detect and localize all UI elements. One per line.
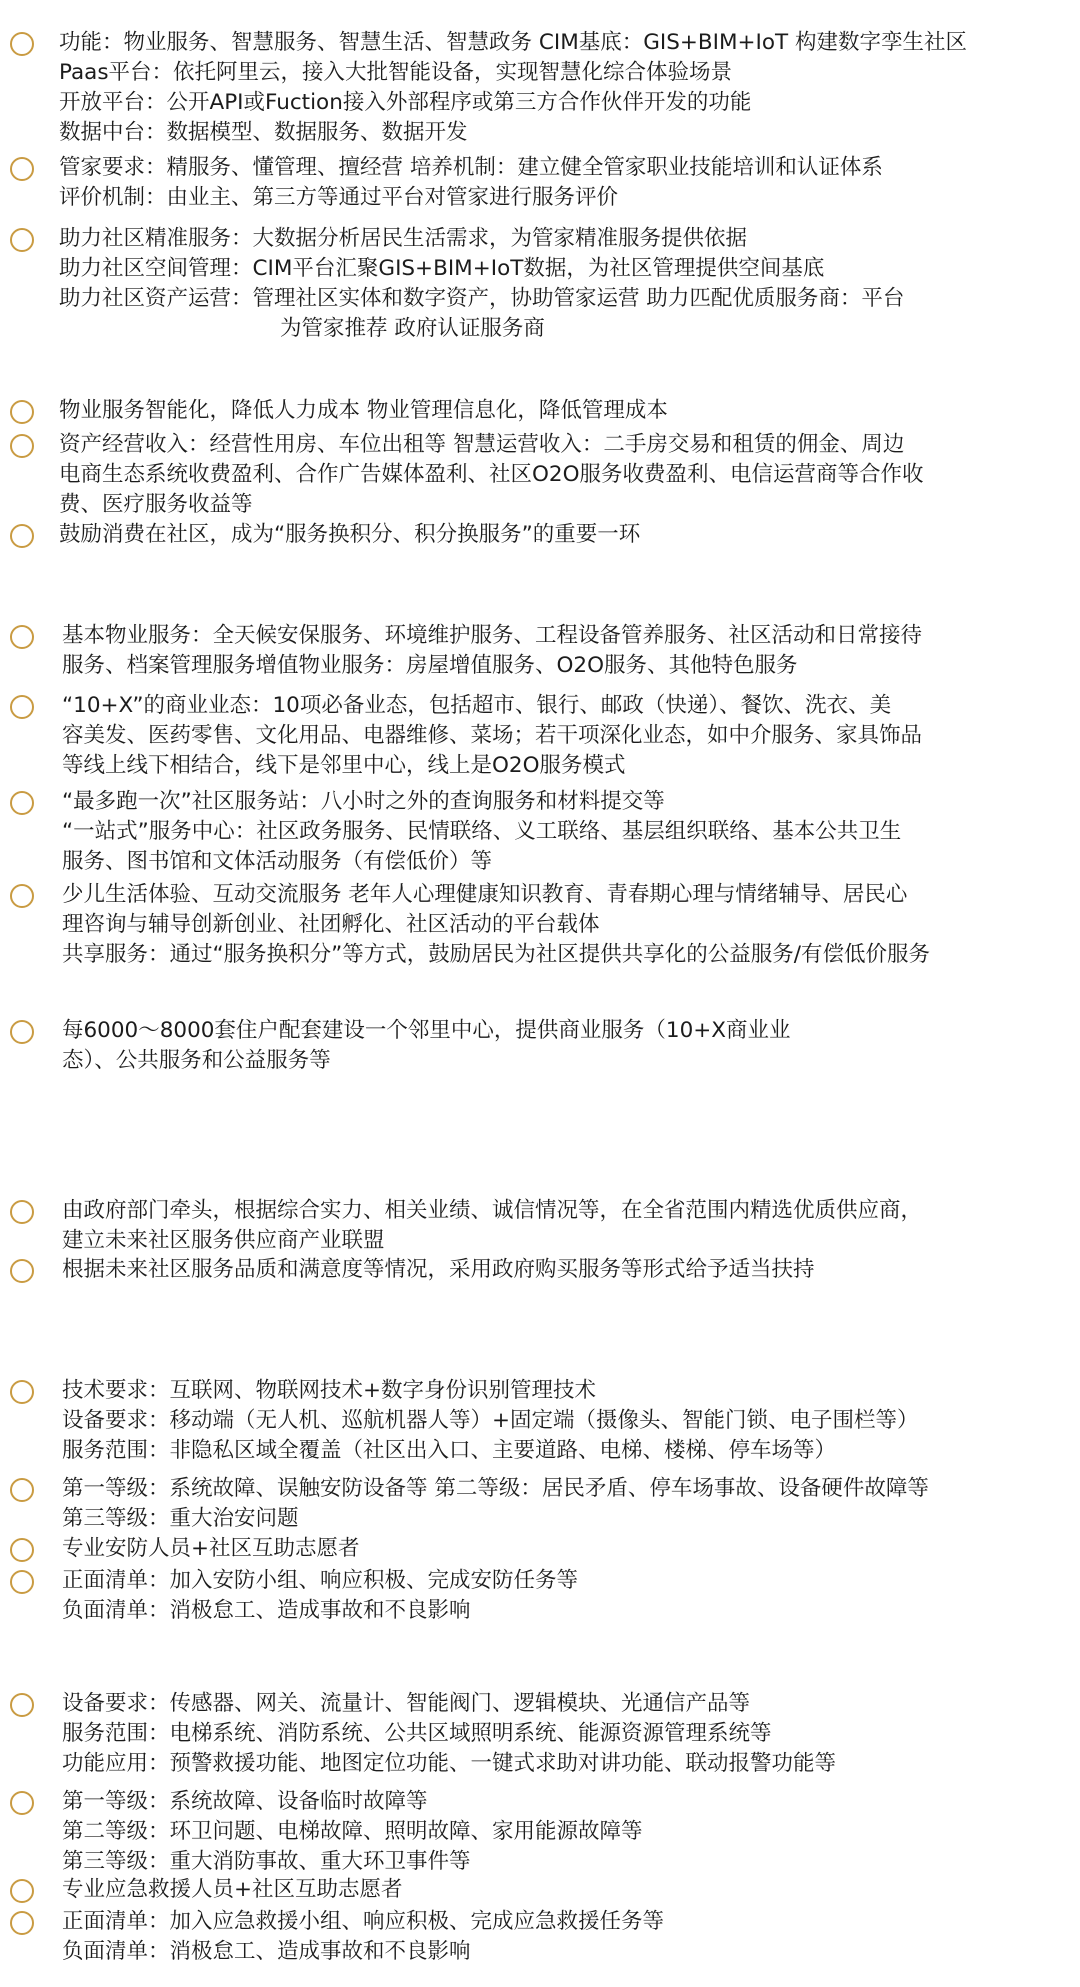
- item-text-line: 专业安防人员+社区互助志愿者: [62, 1536, 360, 1561]
- circle-bullet-icon: [10, 1911, 34, 1935]
- item-text-line: 服务范围：非隐私区域全覆盖（社区出入口、主要道路、电梯、楼梯、停车场等）: [62, 1438, 837, 1463]
- circle-bullet-icon: [10, 1693, 34, 1717]
- circle-bullet-icon: [10, 1791, 34, 1815]
- item-text-line: 助力社区精准服务：大数据分析居民生活需求，为管家精准服务提供依据: [59, 226, 748, 251]
- circle-bullet-icon: [10, 1538, 34, 1562]
- circle-bullet-icon: [10, 695, 34, 719]
- item-text-line: 电商生态系统收费盈利、合作广告媒体盈利、社区O2O服务收费盈利、电信运营商等合作收: [59, 462, 924, 487]
- circle-bullet-icon: [10, 1570, 34, 1594]
- item-text-line: 基本物业服务：全天候安保服务、环境维护服务、工程设备管养服务、社区活动和日常接待: [62, 623, 923, 648]
- item-text-line: 根据未来社区服务品质和满意度等情况，采用政府购买服务等形式给予适当扶持: [62, 1257, 815, 1282]
- item-text-line: “10+X”的商业业态：10项必备业态，包括超市、银行、邮政（快递）、餐饮、洗衣、美: [62, 693, 892, 718]
- item-text-line: 设备要求：移动端（无人机、巡航机器人等）+固定端（摄像头、智能门锁、电子围栏等）: [62, 1408, 919, 1433]
- item-text-line: 助力社区资产运营：管理社区实体和数字资产，协助管家运营 助力匹配优质服务商：平台: [59, 286, 905, 311]
- item-text-line: 设备要求：传感器、网关、流量计、智能阀门、逻辑模块、光通信产品等: [62, 1691, 751, 1716]
- item-text-line: 服务、图书馆和文体活动服务（有偿低价）等: [62, 849, 493, 874]
- item-text-line: 第三等级：重大消防事故、重大环卫事件等: [62, 1849, 471, 1874]
- item-text-line: 态）、公共服务和公益服务等: [62, 1048, 331, 1073]
- item-text-line: 技术要求：互联网、物联网技术+数字身份识别管理技术: [62, 1378, 597, 1403]
- circle-bullet-icon: [10, 1259, 34, 1283]
- circle-bullet-icon: [10, 1020, 34, 1044]
- item-text-line: 费、医疗服务收益等: [59, 492, 253, 517]
- item-text-line: 功能：物业服务、智慧服务、智慧生活、智慧政务 CIM基底：GIS+BIM+IoT 构建数字孪生社区: [59, 30, 968, 55]
- circle-bullet-icon: [10, 434, 34, 458]
- circle-bullet-icon: [10, 625, 34, 649]
- circle-bullet-icon: [10, 400, 34, 424]
- item-text-line: 第一等级：系统故障、设备临时故障等: [62, 1789, 428, 1814]
- item-text-line: 正面清单：加入应急救援小组、响应积极、完成应急救援任务等: [62, 1909, 665, 1934]
- item-text-line: 评价机制：由业主、第三方等通过平台对管家进行服务评价: [59, 185, 619, 210]
- circle-bullet-icon: [10, 524, 34, 548]
- item-text-line: 专业应急救援人员+社区互助志愿者: [62, 1877, 403, 1902]
- item-text-line: 共享服务：通过“服务换积分”等方式，鼓励居民为社区提供共享化的公益服务/有偿低价服务: [62, 942, 931, 967]
- circle-bullet-icon: [10, 32, 34, 56]
- item-text-line: 数据中台：数据模型、数据服务、数据开发: [59, 120, 468, 145]
- item-text-line: 第二等级：环卫问题、电梯故障、照明故障、家用能源故障等: [62, 1819, 643, 1844]
- item-text-line: “一站式”服务中心：社区政务服务、民情联络、义工联络、基层组织联络、基本公共卫生: [62, 819, 902, 844]
- item-text-line: 第三等级：重大治安问题: [62, 1506, 299, 1531]
- item-text-line: 物业服务智能化，降低人力成本 物业管理信息化，降低管理成本: [59, 398, 668, 423]
- circle-bullet-icon: [10, 1200, 34, 1224]
- circle-bullet-icon: [10, 1478, 34, 1502]
- item-text-line: 容美发、医药零售、文化用品、电器维修、菜场；若干项深化业态，如中介服务、家具饰品: [62, 723, 923, 748]
- item-text-line: 建立未来社区服务供应商产业联盟: [62, 1228, 385, 1253]
- item-text-line: Paas平台：依托阿里云，接入大批智能设备，实现智慧化综合体验场景: [59, 60, 733, 85]
- item-text-line: 助力社区空间管理：CIM平台汇聚GIS+BIM+IoT数据，为社区管理提供空间基底: [59, 256, 825, 281]
- item-text-line: 为管家推荐 政府认证服务商: [280, 316, 545, 341]
- circle-bullet-icon: [10, 791, 34, 815]
- item-text-line: 等线上线下相结合，线下是邻里中心，线上是O2O服务模式: [62, 753, 626, 778]
- item-text-line: 服务范围：电梯系统、消防系统、公共区域照明系统、能源资源管理系统等: [62, 1721, 772, 1746]
- circle-bullet-icon: [10, 1380, 34, 1404]
- item-text-line: 每6000～8000套住户配套建设一个邻里中心，提供商业服务（10+X商业业: [62, 1018, 791, 1043]
- circle-bullet-icon: [10, 1879, 34, 1903]
- item-text-line: 正面清单：加入安防小组、响应积极、完成安防任务等: [62, 1568, 579, 1593]
- item-text-line: 负面清单：消极怠工、造成事故和不良影响: [62, 1939, 471, 1964]
- item-text-line: “最多跑一次”社区服务站：八小时之外的查询服务和材料提交等: [62, 789, 665, 814]
- item-text-line: 由政府部门牵头，根据综合实力、相关业绩、诚信情况等，在全省范围内精选优质供应商，: [62, 1198, 923, 1223]
- item-text-line: 管家要求：精服务、懂管理、擅经营 培养机制：建立健全管家职业技能培训和认证体系: [59, 155, 883, 180]
- item-text-line: 少儿生活体验、互动交流服务 老年人心理健康知识教育、青春期心理与情绪辅导、居民心: [62, 882, 908, 907]
- circle-bullet-icon: [10, 884, 34, 908]
- circle-bullet-icon: [10, 157, 34, 181]
- circle-bullet-icon: [10, 228, 34, 252]
- item-text-line: 第一等级：系统故障、误触安防设备等 第二等级：居民矛盾、停车场事故、设备硬件故障等: [62, 1476, 929, 1501]
- item-text-line: 功能应用：预警救援功能、地图定位功能、一键式求助对讲功能、联动报警功能等: [62, 1751, 837, 1776]
- item-text-line: 鼓励消费在社区，成为“服务换积分、积分换服务”的重要一环: [59, 522, 641, 547]
- item-text-line: 资产经营收入：经营性用房、车位出租等 智慧运营收入：二手房交易和租赁的佣金、周边: [59, 432, 905, 457]
- item-text-line: 负面清单：消极怠工、造成事故和不良影响: [62, 1598, 471, 1623]
- item-text-line: 理咨询与辅导创新创业、社团孵化、社区活动的平台载体: [62, 912, 600, 937]
- item-text-line: 开放平台：公开API或Fuction接入外部程序或第三方合作伙伴开发的功能: [59, 90, 752, 115]
- item-text-line: 服务、档案管理服务增值物业服务：房屋增值服务、O2O服务、其他特色服务: [62, 653, 798, 678]
